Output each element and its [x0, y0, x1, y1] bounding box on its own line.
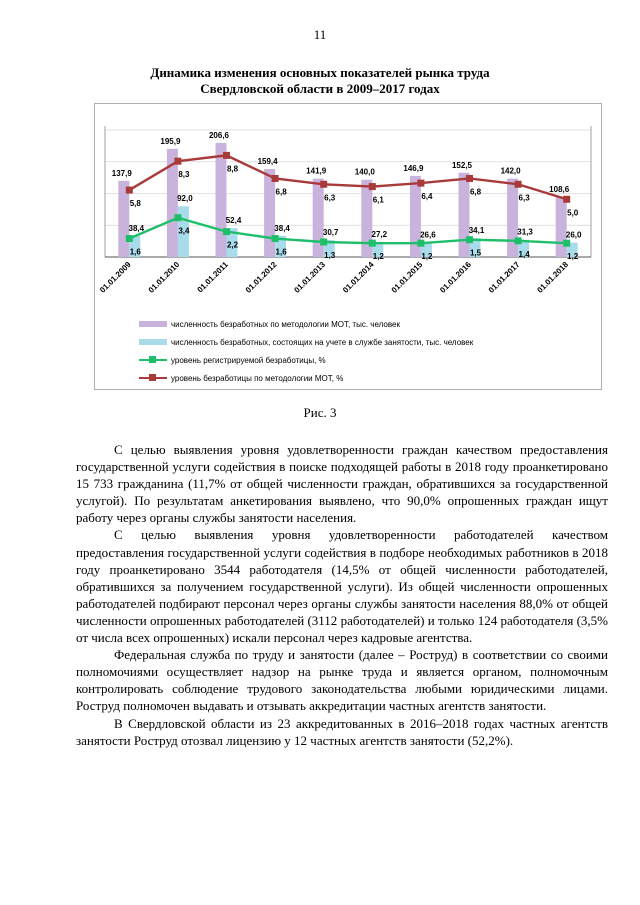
- x-tick-label: 01.01.2015: [389, 260, 425, 295]
- chart: [94, 103, 602, 390]
- legend-swatch: [139, 339, 167, 345]
- figure-caption: Рис. 3: [303, 405, 337, 420]
- marker-ilo-rate: [515, 181, 522, 188]
- data-label-registered-rate: 1,3: [324, 250, 336, 260]
- chart-title-line-1: Динамика изменения основных показателей рынка труда: [150, 65, 490, 80]
- data-label-registered-count: 92,0: [177, 194, 193, 204]
- paragraph: С целью выявления уровня удовлетворенности работодателей качеством предоставления государственной услуги содействия в подборе необходимых работников в 2018 году проанкетировано 3544 работодателя (14,5% от общей численности работодателей, обратившихся за получением государственной услуги). Из общей численности опрошенных работодателей подбирают персонал через органы службы занятости населения 88,0% от общей численности опрошенных работодателей (3112 работодателей) и только 124 работодателя (3,5% от числа всех опрошенных) искали персонал через кадровые агентства.: [76, 527, 608, 646]
- data-label-ilo-rate: 6,1: [372, 195, 384, 205]
- marker-registered-rate: [223, 228, 230, 235]
- data-label-registered-rate: 1,2: [372, 252, 384, 262]
- bar-ilo-count: [216, 143, 227, 257]
- marker-registered-rate: [272, 235, 279, 242]
- data-label-registered-rate: 1,2: [567, 252, 579, 262]
- marker-ilo-rate: [174, 158, 181, 165]
- data-label-registered-rate: 3,4: [178, 226, 190, 236]
- legend-item-registered-count: [139, 333, 473, 351]
- chart-legend: [139, 315, 473, 387]
- marker-registered-rate: [174, 214, 181, 221]
- bar-ilo-count: [459, 173, 470, 257]
- marker-ilo-rate: [223, 152, 230, 159]
- paragraph: В Свердловской области из 23 аккредитованных в 2016–2018 годах частных агентств занятости Роструд отозвал лицензию у 12 частных агентств занятости (52,2%).: [76, 715, 608, 748]
- legend-swatch: [139, 356, 167, 364]
- data-label-ilo-count: 146,9: [403, 163, 424, 173]
- marker-ilo-rate: [320, 181, 327, 188]
- marker-ilo-rate: [563, 196, 570, 203]
- data-label-registered-count: 38,4: [128, 223, 145, 233]
- data-label-registered-rate: 1,2: [421, 252, 433, 262]
- body-text: [76, 441, 608, 749]
- data-label-registered-count: 30,7: [322, 228, 339, 238]
- data-label-ilo-count: 140,0: [354, 167, 375, 177]
- x-tick-label: 01.01.2011: [195, 260, 230, 295]
- x-tick-label: 01.01.2009: [98, 260, 133, 295]
- legend-item-ilo-rate: [139, 369, 473, 387]
- paragraph: С целью выявления уровня удовлетворенности граждан качеством предоставления государственной услуги содействия в поиске подходящей работы в 2018 году проанкетировано 15 733 гражданина (11,7% от общей численности граждан, обратившихся за государственной услугой). По результатам анкетирования выявлено, что 90,0% опрошенных граждан ищут работу через органы службы занятости населения.: [76, 442, 608, 526]
- data-label-ilo-count: 141,9: [306, 166, 327, 176]
- bar-ilo-count: [264, 169, 275, 257]
- data-label-registered-count: 26,0: [565, 230, 582, 240]
- data-label-ilo-count: 159,4: [257, 156, 278, 166]
- bar-ilo-count: [507, 179, 518, 257]
- data-label-registered-count: 38,4: [274, 223, 290, 233]
- marker-ilo-rate: [126, 187, 133, 194]
- marker-registered-rate: [320, 238, 327, 245]
- legend-label: численность безработных, состоящих на учете в службе занятости, тыс. человек: [171, 337, 474, 347]
- data-label-ilo-rate: 6,8: [275, 187, 287, 197]
- data-label-registered-count: 34,1: [468, 226, 485, 236]
- x-tick-label: 01.01.2018: [535, 260, 571, 295]
- data-label-ilo-rate: 8,8: [226, 164, 239, 174]
- marker-registered-rate: [466, 236, 473, 243]
- data-label-registered-rate: 1,6: [275, 247, 287, 257]
- data-label-ilo-rate: 8,3: [178, 170, 190, 180]
- data-label-ilo-count: 108,6: [549, 185, 570, 195]
- data-label-ilo-rate: 5,0: [567, 208, 579, 218]
- legend-label: численность безработных по методологии МОТ, тыс. человек: [171, 319, 400, 329]
- data-label-registered-rate: 1,6: [129, 247, 141, 257]
- marker-registered-rate: [515, 237, 522, 244]
- marker-ilo-rate: [417, 180, 424, 187]
- data-label-ilo-count: 142,0: [500, 166, 521, 176]
- data-label-registered-count: 26,6: [420, 230, 436, 240]
- data-label-registered-rate: 2,2: [226, 240, 239, 250]
- legend-item-registered-rate: [139, 351, 473, 369]
- data-label-ilo-rate: 5,8: [129, 199, 141, 209]
- data-label-ilo-count: 137,9: [111, 168, 132, 178]
- x-tick-label: 01.01.2010: [146, 260, 182, 295]
- data-label-ilo-count: 195,9: [160, 136, 181, 146]
- x-tick-label: 01.01.2013: [292, 260, 328, 295]
- marker-ilo-rate: [466, 175, 473, 182]
- chart-title-line-2: Свердловской области в 2009–2017 годах: [200, 81, 440, 96]
- marker-registered-rate: [417, 240, 424, 247]
- legend-label: уровень регистрируемой безработицы, %: [171, 355, 326, 365]
- data-label-ilo-rate: 6,4: [421, 192, 433, 202]
- x-tick-label: 01.01.2012: [243, 260, 279, 295]
- legend-swatch: [139, 374, 167, 382]
- page-number: 11: [313, 27, 327, 42]
- data-label-ilo-rate: 6,8: [469, 187, 482, 197]
- paragraph: Федеральная служба по труду и занятости (далее – Роструд) в соответствии со своими полномочиями осуществляет надзор на рынке труда и является органом, полномочным контролировать соблюдение трудового законодательства любыми юридическими лицами. Роструд полномочен выдавать и отзывать аккредитации частных агентств занятости.: [76, 647, 608, 714]
- data-label-ilo-count: 206,6: [208, 130, 230, 140]
- data-label-registered-rate: 1,4: [518, 249, 530, 259]
- marker-registered-rate: [369, 240, 376, 247]
- chart-title: [80, 65, 560, 97]
- marker-registered-rate: [563, 240, 570, 247]
- legend-swatch: [139, 321, 167, 327]
- data-label-ilo-rate: 6,3: [518, 193, 530, 203]
- marker-registered-rate: [126, 235, 133, 242]
- marker-ilo-rate: [369, 183, 376, 190]
- x-tick-label: 01.01.2017: [486, 260, 522, 295]
- legend-label: уровень безработицы по методологии МОТ, %: [171, 373, 344, 383]
- line-registered-rate: [129, 218, 566, 243]
- legend-item-ilo-count: [139, 315, 473, 333]
- bar-ilo-count: [556, 197, 567, 257]
- data-label-registered-count: 27,2: [371, 229, 388, 239]
- data-label-registered-rate: 1,5: [469, 248, 482, 258]
- data-label-ilo-count: 152,5: [451, 160, 473, 170]
- marker-ilo-rate: [272, 175, 279, 182]
- data-label-registered-count: 52,4: [225, 216, 242, 226]
- data-label-ilo-rate: 6,3: [324, 193, 336, 203]
- data-label-registered-count: 31,3: [517, 227, 533, 237]
- x-tick-label: 01.01.2016: [438, 260, 473, 295]
- x-tick-label: 01.01.2014: [341, 260, 376, 295]
